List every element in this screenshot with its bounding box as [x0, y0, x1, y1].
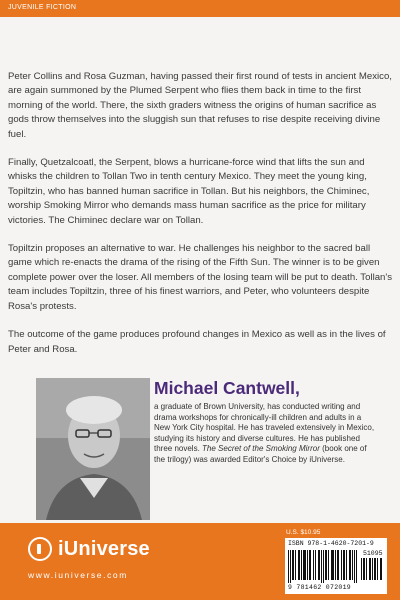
addon-barcode-icon: [361, 558, 383, 588]
iuniverse-logo: [28, 537, 150, 561]
category-bar: [0, 0, 400, 17]
description-paragraph: Peter Collins and Rosa Guzman, having passed their first round of tests in ancient Mexico, are again summoned by the Plumed Serpent who flies them back in time to the first morning of the world. There, the sixth graders witness the origins of human sacrifice as gods throw themselves into the sluggish sun that refuses to rise despite receiving divine fuel.: [8, 71, 392, 140]
author-bio-text: a graduate of Brown University, has conducted writing and drama workshops for chronically-ill children and adults in a New York City hospital. He has traveled extensively in Mexico, studying its history and diverse cultures. He has published three novels. The Secret of the Smoking Mirror (book one of the trilogy) was awarded Editor's Choice by iUniverse.: [154, 402, 375, 464]
barcode: [285, 538, 387, 594]
category-label: JUVENILE FICTION: [8, 4, 77, 11]
description-paragraph: Finally, Quetzalcoatl, the Serpent, blows a hurricane-force wind that lifts the sun and whisks the children to Tollan Two in tenth century Mexico. They meet the young king, Topiltzin, who has banned human sacrifice in Tollan. But his neighbors, the Chiminec, worship Smoking Mirror who demands mass human sacrifice as the price for military victories. The Chiminec declare war on Tollan.: [8, 157, 370, 226]
iuniverse-logo-icon: [28, 537, 52, 561]
author-photo: [36, 378, 150, 520]
description-paragraph: The outcome of the game produces profound changes in Mexico as well as in the lives of Peter and Rosa.: [8, 329, 386, 355]
publisher-name: iUniverse: [58, 537, 150, 560]
addon-number: 51095: [363, 550, 383, 557]
book-description: [8, 70, 392, 371]
book-title: The Secret of the Smoking Mirror: [202, 444, 320, 454]
publisher-bar: [0, 523, 400, 600]
isbn-label: ISBN 978-1-4620-7201-9: [288, 540, 374, 547]
author-bio: [154, 378, 376, 466]
publisher-url[interactable]: www.iuniverse.com: [28, 570, 128, 580]
ean-number: 9 781462 072019: [288, 584, 352, 591]
price-label: U.S. $10.95: [286, 529, 321, 536]
ean-barcode-icon: [288, 550, 358, 583]
author-name: Michael Cantwell,: [154, 378, 300, 398]
description-paragraph: Topiltzin proposes an alternative to war. He challenges his neighbor to the sacred ball game which re-enacts the drama of the rising of the Fifth Sun. The winner is to be given complete power over the loser. All members of the losing team will be put to death. Tollan's team includes Topiltzin, three of his finest warriors, and Peter, who volunteers despite Rosa's protests.: [8, 243, 393, 312]
